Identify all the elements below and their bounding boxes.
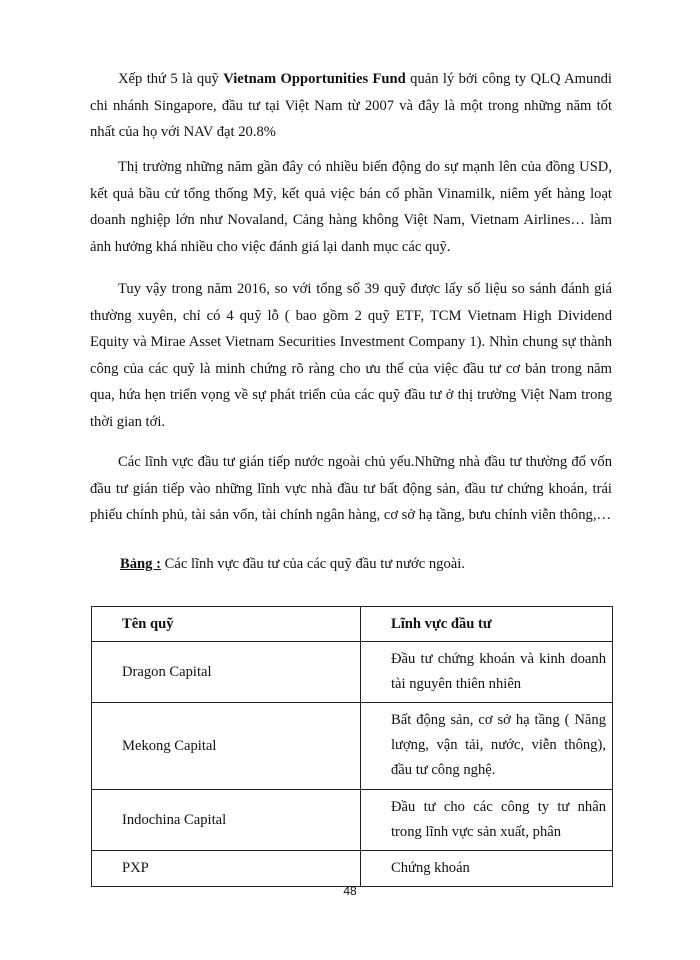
table-row (92, 851, 613, 887)
paragraph-2016-results (90, 276, 612, 435)
table-caption (120, 556, 465, 573)
header-investment-sector: Lĩnh vực đầu tư (361, 607, 613, 642)
paragraph-text: Xếp thứ 5 là quỹ (118, 71, 224, 87)
caption-label: Bảng : (120, 556, 161, 572)
sector-cell: Đầu tư cho các công ty tư nhân trong lĩnh vực sản xuất, phân (361, 790, 613, 851)
fund-name-cell: PXP (92, 851, 361, 887)
table-row (92, 642, 613, 703)
paragraph-investment-sectors (90, 449, 612, 529)
paragraph-text: Tuy vậy trong năm 2016, so với tổng số 39 quỹ được lấy số liệu so sánh đánh giá thường xuyên, chỉ có 4 quỹ lỗ ( bao gồm 2 quỹ ETF, TCM Vietnam High Dividend Equity và Mirae Asset Vietnam Securities Investment Company 1). Nhìn chung sự thành công của các quỹ là minh chứng rõ ràng cho ưu thế của việc đầu tư cơ bản trong năm qua, hứa hẹn triển vọng về sự phát triển của các quỹ đầu tư ở thị trường Việt Nam trong thời gian tới. (90, 281, 612, 430)
sector-cell: Đầu tư chứng khoán và kinh doanh tài nguyên thiên nhiên (361, 642, 613, 703)
fund-name-bold: Vietnam Opportunities Fund (223, 71, 406, 87)
fund-name-cell: Mekong Capital (92, 703, 361, 790)
paragraph-text: Các lĩnh vực đầu tư gián tiếp nước ngoài chủ yếu.Những nhà đầu tư thường đổ vốn đầu tư gián tiếp vào những lĩnh vực nhà đầu tư bất động sản, đầu tư chứng khoán, trái phiếu chính phủ, tài sản vốn, tài chính ngân hàng, cơ sở hạ tầng, bưu chính viễn thông,… (90, 454, 612, 523)
table-row (92, 703, 613, 790)
page-number: 48 (343, 884, 357, 898)
paragraph-vietnam-opportunities-fund (90, 66, 612, 146)
table-header-row (92, 607, 613, 642)
paragraph-text: quản lý bởi công ty QLQ Amundi chi nhánh Singapore, đầu tư tại Việt Nam từ 2007 và đây là một trong những năm tốt nhất của họ với NAV đạt 20.8% (90, 71, 612, 140)
header-fund-name: Tên quỹ (92, 607, 361, 642)
sector-cell: Chứng khoán (361, 851, 613, 887)
table-row (92, 790, 613, 851)
caption-text: Các lĩnh vực đầu tư của các quỹ đầu tư nước ngoài. (160, 556, 465, 572)
paragraph-text: Thị trường những năm gần đây có nhiều biến động do sự mạnh lên của đồng USD, kết quả bầu cử tổng thống Mỹ, kết quả việc bán cổ phần Vinamilk, niêm yết hàng loạt doanh nghiệp lớn như Novaland, Cảng hàng không Việt Nam, Vietnam Airlines… làm ảnh hưởng khá nhiều cho việc đánh giá lại danh mục các quỹ. (90, 159, 612, 255)
paragraph-market-volatility (90, 154, 612, 260)
fund-name-cell: Dragon Capital (92, 642, 361, 703)
sector-cell: Bất động sản, cơ sở hạ tầng ( Năng lượng, vận tải, nước, viễn thông), đầu tư công nghệ. (361, 703, 613, 790)
fund-sectors-table (91, 606, 613, 887)
fund-name-cell: Indochina Capital (92, 790, 361, 851)
